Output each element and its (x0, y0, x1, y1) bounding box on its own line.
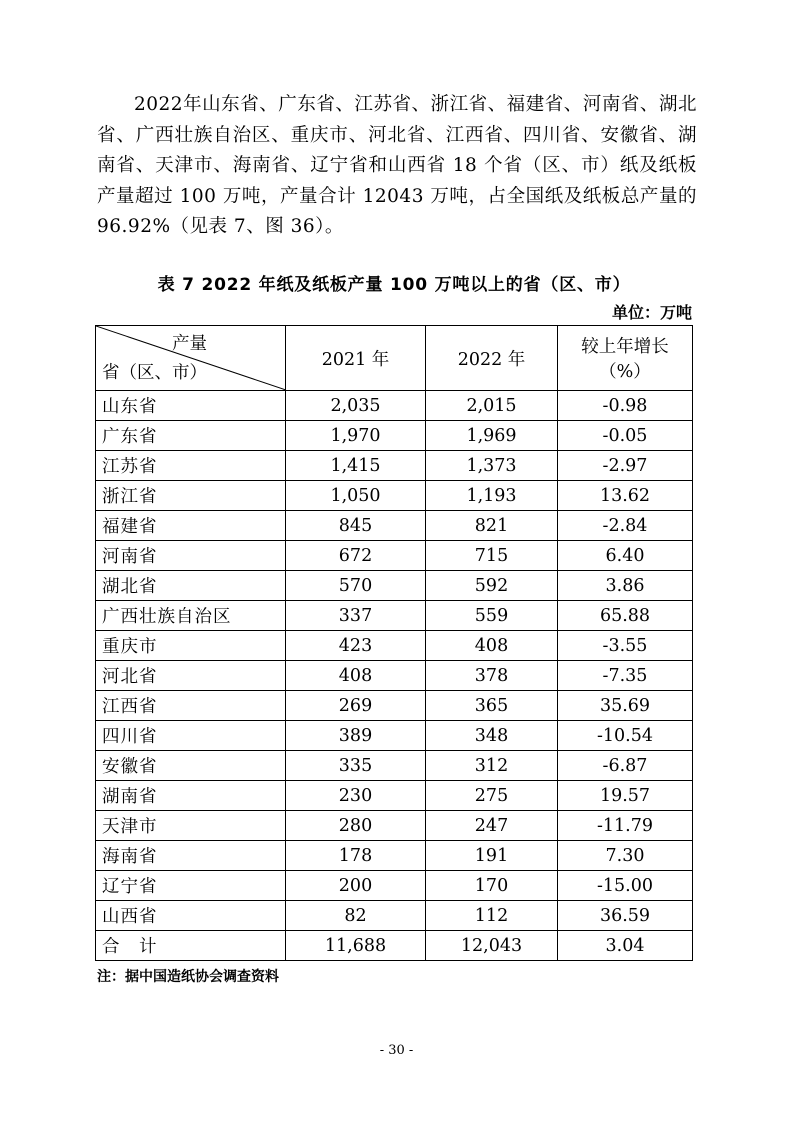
table-row (96, 541, 693, 571)
cell-growth: -6.87 (558, 751, 693, 781)
cell-province: 广西壮族自治区 (96, 601, 286, 631)
cell-province: 福建省 (96, 511, 286, 541)
cell-value-2022: 592 (426, 571, 558, 601)
cell-value-2021: 280 (286, 811, 426, 841)
table-row (96, 751, 693, 781)
cell-province: 辽宁省 (96, 871, 286, 901)
table-row (96, 811, 693, 841)
cell-value-2022: 1,969 (426, 421, 558, 451)
header-2022: 2022 年 (426, 326, 558, 391)
cell-value-2021: 570 (286, 571, 426, 601)
cell-growth: -3.55 (558, 631, 693, 661)
cell-growth: 3.04 (558, 931, 693, 961)
cell-value-2022: 312 (426, 751, 558, 781)
cell-value-2022: 821 (426, 511, 558, 541)
cell-growth: 36.59 (558, 901, 693, 931)
cell-value-2021: 269 (286, 691, 426, 721)
header-province: 省（区、市） (102, 363, 207, 383)
cell-value-2021: 11,688 (286, 931, 426, 961)
cell-value-2021: 672 (286, 541, 426, 571)
table-title: 表 7 2022 年纸及纸板产量 100 万吨以上的省（区、市） (157, 275, 631, 295)
table-row (96, 421, 693, 451)
cell-value-2021: 408 (286, 661, 426, 691)
cell-value-2021: 1,415 (286, 451, 426, 481)
cell-growth: -11.79 (558, 811, 693, 841)
cell-province: 重庆市 (96, 631, 286, 661)
cell-value-2022: 247 (426, 811, 558, 841)
cell-value-2022: 170 (426, 871, 558, 901)
cell-value-2022: 1,193 (426, 481, 558, 511)
cell-growth: -7.35 (558, 661, 693, 691)
table-header-row (96, 326, 693, 391)
table-row (96, 481, 693, 511)
cell-province: 浙江省 (96, 481, 286, 511)
cell-province: 山西省 (96, 901, 286, 931)
cell-value-2022: 1,373 (426, 451, 558, 481)
table-row (96, 661, 693, 691)
table-row (96, 721, 693, 751)
cell-province: 四川省 (96, 721, 286, 751)
cell-province: 天津市 (96, 811, 286, 841)
table-row (96, 901, 693, 931)
header-2021: 2021 年 (286, 326, 426, 391)
cell-growth: -10.54 (558, 721, 693, 751)
cell-value-2021: 335 (286, 751, 426, 781)
cell-value-2022: 191 (426, 841, 558, 871)
cell-value-2021: 200 (286, 871, 426, 901)
cell-province: 河南省 (96, 541, 286, 571)
cell-value-2022: 715 (426, 541, 558, 571)
cell-value-2021: 2,035 (286, 391, 426, 421)
cell-growth: 65.88 (558, 601, 693, 631)
cell-growth: -0.05 (558, 421, 693, 451)
cell-growth: 6.40 (558, 541, 693, 571)
cell-value-2021: 845 (286, 511, 426, 541)
cell-province: 山东省 (96, 391, 286, 421)
header-growth-line1: 较上年增长 (581, 337, 669, 357)
cell-value-2022: 2,015 (426, 391, 558, 421)
cell-value-2022: 408 (426, 631, 558, 661)
cell-growth: 3.86 (558, 571, 693, 601)
cell-province: 安徽省 (96, 751, 286, 781)
cell-value-2022: 365 (426, 691, 558, 721)
table-row (96, 601, 693, 631)
cell-province: 湖北省 (96, 571, 286, 601)
cell-province: 合 计 (96, 931, 286, 961)
cell-province: 湖南省 (96, 781, 286, 811)
cell-value-2021: 337 (286, 601, 426, 631)
cell-growth: 19.57 (558, 781, 693, 811)
cell-growth: -2.84 (558, 511, 693, 541)
table-note: 注：据中国造纸协会调查资料 (97, 969, 279, 985)
table-row (96, 931, 693, 961)
table-row (96, 841, 693, 871)
cell-province: 河北省 (96, 661, 286, 691)
table-row (96, 781, 693, 811)
cell-value-2022: 348 (426, 721, 558, 751)
table-row (96, 451, 693, 481)
cell-value-2022: 559 (426, 601, 558, 631)
cell-province: 江苏省 (96, 451, 286, 481)
cell-value-2022: 378 (426, 661, 558, 691)
cell-growth: -15.00 (558, 871, 693, 901)
table-row (96, 871, 693, 901)
cell-value-2021: 1,970 (286, 421, 426, 451)
body-paragraph: 2022年山东省、广东省、江苏省、浙江省、福建省、河南省、湖北省、广西壮族自治区、重庆市、河北省、江西省、四川省、安徽省、湖南省、天津市、海南省、辽宁省和山西省 18 个省（区、市）纸及纸板产量超过 100 万吨，产量合计 12043 万吨，占全国纸及纸板总产量的 96.92%（见表 7、图 36）。 (97, 94, 697, 237)
cell-value-2022: 275 (426, 781, 558, 811)
header-quantity: 产量 (172, 334, 207, 354)
cell-province: 海南省 (96, 841, 286, 871)
cell-value-2021: 389 (286, 721, 426, 751)
cell-province: 江西省 (96, 691, 286, 721)
cell-value-2021: 1,050 (286, 481, 426, 511)
header-growth-line2: （%） (599, 362, 651, 382)
cell-value-2022: 112 (426, 901, 558, 931)
cell-value-2021: 82 (286, 901, 426, 931)
cell-province: 广东省 (96, 421, 286, 451)
cell-growth: -2.97 (558, 451, 693, 481)
table-row (96, 511, 693, 541)
table-row (96, 391, 693, 421)
cell-growth: 13.62 (558, 481, 693, 511)
cell-value-2021: 423 (286, 631, 426, 661)
table-row (96, 691, 693, 721)
header-growth (558, 326, 693, 391)
table-row (96, 631, 693, 661)
cell-value-2021: 178 (286, 841, 426, 871)
cell-growth: -0.98 (558, 391, 693, 421)
cell-value-2021: 230 (286, 781, 426, 811)
cell-growth: 7.30 (558, 841, 693, 871)
diagonal-header-cell (96, 326, 286, 391)
table-row (96, 571, 693, 601)
production-table (95, 325, 693, 961)
cell-value-2022: 12,043 (426, 931, 558, 961)
page-number: - 30 - (379, 1043, 414, 1058)
cell-growth: 35.69 (558, 691, 693, 721)
table-unit: 单位：万吨 (611, 303, 692, 322)
